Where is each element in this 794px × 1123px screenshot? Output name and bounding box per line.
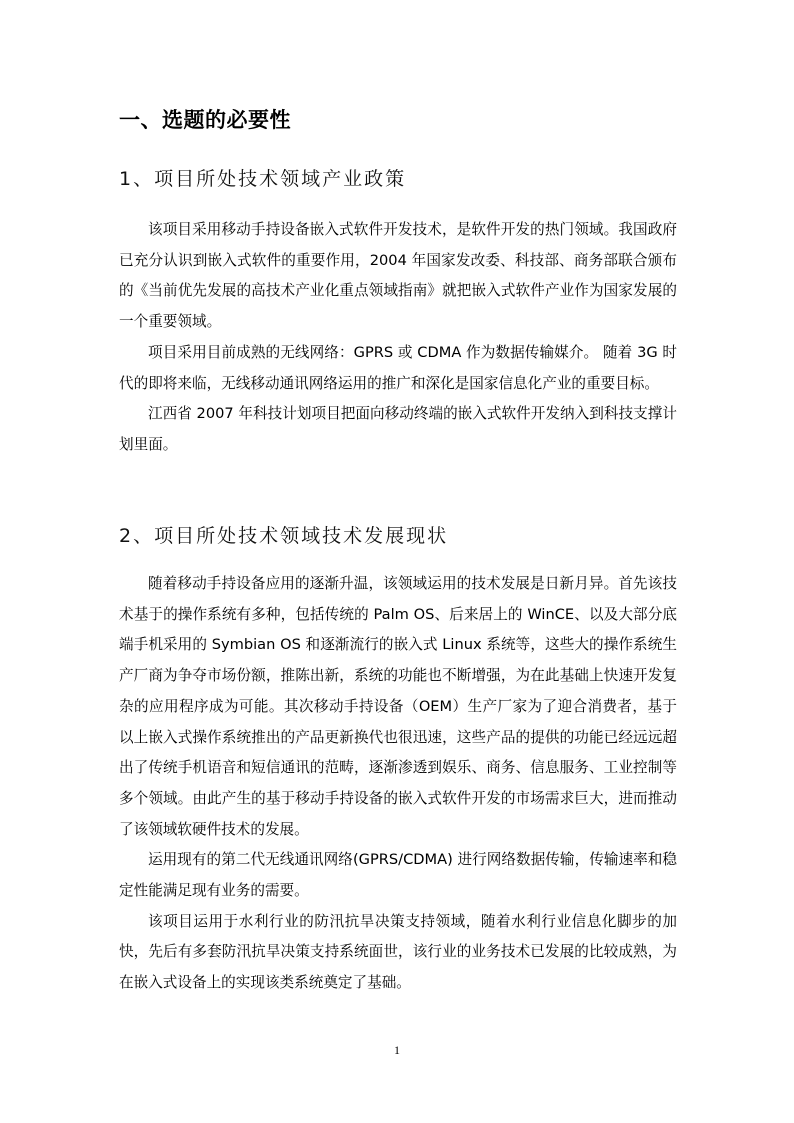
paragraph: 江西省 2007 年科技计划项目把面向移动终端的嵌入式软件开发纳入到科技支撑计划里面。 <box>119 405 677 453</box>
paragraph: 随着移动手持设备应用的逐渐升温，该领域运用的技术发展是日新月异。首先该技术基于的操作系统有多种，包括传统的 Palm OS、后来居上的 WinCE、以及大部分底端手机采用的 Symbian OS 和逐渐流行的嵌入式 Linux 系统等，这些大的操作系统生产厂商为争夺市场份额，推陈出新，系统的功能也不断增强，为在此基础上快速开发复杂的应用程序成为可能。其次移动手持设备（OEM）生产厂家为了迎合消费者，基于以上嵌入式操作系统推出的产品更新换代也很迅速，这些产品的提供的功能已经远远超出了传统手机语音和短信通讯的范畴，逐渐渗透到娱乐、商务、信息服务、工业控制等多个领域。由此产生的基于移动手持设备的嵌入式软件开发的市场需求巨大，进而推动了该领域软硬件技术的发展。 <box>119 575 677 838</box>
section-1-body <box>119 215 677 461</box>
paragraph: 运用现有的第二代无线通讯网络(GPRS/CDMA) 进行网络数据传输，传输速率和稳定性能满足现有业务的需要。 <box>119 851 677 900</box>
page-number: 1 <box>394 1043 400 1057</box>
paragraph: 该项目采用移动手持设备嵌入式软件开发技术，是软件开发的热门领域。我国政府已充分认识到嵌入式软件的重要作用，2004 年国家发改委、科技部、商务部联合颁布的《当前优先发展的高技术产业化重点领域指南》就把嵌入式软件产业作为国家发展的一个重要领域。 <box>119 221 677 331</box>
chapter-heading: 一、选题的必要性 <box>119 108 291 132</box>
paragraph: 该项目运用于水利行业的防汛抗旱决策支持领域，随着水利行业信息化脚步的加快，先后有多套防汛抗旱决策支持系统面世，该行业的业务技术已发展的比较成熟，为在嵌入式设备上的实现该类系统奠定了基础。 <box>119 912 677 992</box>
paragraph: 项目采用目前成熟的无线网络：GPRS 或 CDMA 作为数据传输媒介。 随着 3G 时代的即将来临，无线移动通讯网络运用的推广和深化是国家信息化产业的重要目标。 <box>119 343 677 392</box>
section-2-body <box>119 569 677 999</box>
section-1-heading: 1、项目所处技术领域产业政策 <box>119 168 407 190</box>
section-2-heading: 2、项目所处技术领域技术发展现状 <box>119 525 449 547</box>
